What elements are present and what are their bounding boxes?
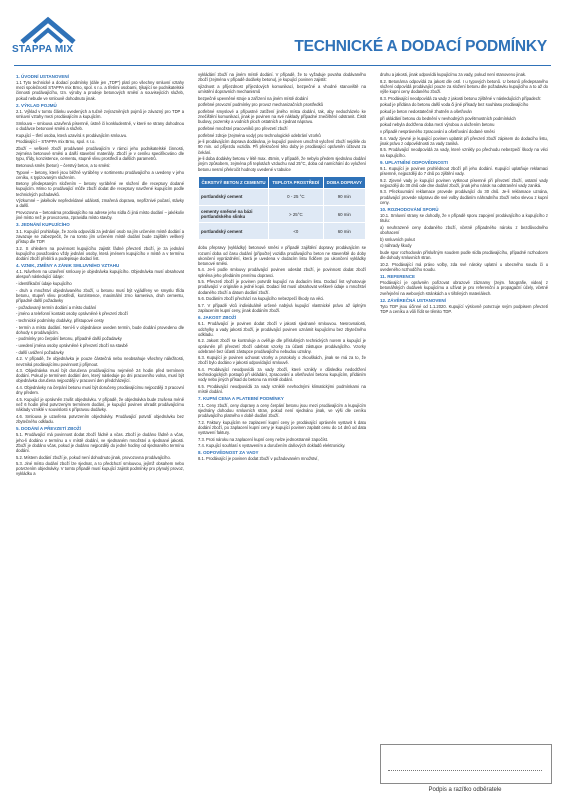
paragraph: 9.3. Přezkoumání reklamace provede prodávající do 30 dnů. Je-li reklamace uznána, prodávající provede nápravu dle své volby dodáním náhradního zboží nebo slevou z kupní ceny. (380, 189, 548, 205)
text-column-2 (198, 72, 366, 463)
section-heading: 2. VÝKLAD POJMŮ (16, 102, 57, 108)
paragraph: Smlouva – smlouva uzavřená písemně, ústně či konkludentně, v které se strany dohodnou o dodávce betonové směsi a služeb. (16, 120, 184, 131)
section-heading: 1. ÚVODNÍ USTANOVENÍ (16, 74, 69, 79)
table-cell: portlandský cement (199, 188, 269, 205)
paragraph: 8.3. Prodávající neodpovídá za vady z jakosti betonu zjištěné v následujících případech: (380, 95, 542, 101)
header-divider (14, 65, 551, 66)
paragraph: Prodávající – STAPPA mix Brno, spol. s r.o. (16, 139, 96, 145)
paragraph: 5.3. Jiné místo dodání zboží lze sjednat, a to předchozí smlouvou, jejímž obsahem nebo potvrzením objednávky. V tomto případě musí kupující zajistit podmínky pro plynulý provoz, vykládku a (16, 461, 184, 477)
paragraph: je-li doba dodávky betonu v létě max. 45min, v případě, že nebylo předem sjednáno dodání jiným způsobem, zejména při teplotách vzduchu nad 25°C, doba od namíchání do vyložení betonu nesmí překročit hodnoty uvedené v tabulce (198, 156, 366, 172)
page-header (0, 0, 565, 72)
paragraph: 9.1. Kupující je povinen prohlédnout zboží při jeho dodání. Kupující uplatňuje reklamaci písemně, nejpozději do 7 dnů po zjištění vady. (380, 165, 548, 176)
table-row (199, 205, 366, 222)
table-cell: 90 min (323, 188, 365, 205)
paragraph: 7.2. Faktury kupujícím se zaplacení kupní ceny je prodávající oprávněn vystavit k datu dodání zboží, po zaplacení kupní ceny je kupující povinen zaplatit cenu do 14 dnů od data vystavení faktury. (198, 419, 366, 435)
table-cell: > 25°C (269, 205, 323, 222)
paragraph: 7.3. Proti nároku na zaplacení kupní ceny nelze jednostranně započíst. (198, 436, 329, 442)
paragraph: Výzkumné – jakékoliv nepředvídané události, zmařená doprava, nepříznivé počasí, stávky a další. (16, 198, 184, 209)
text-column-1 (16, 72, 184, 478)
table-cell: <0 (269, 223, 323, 240)
section-heading: 12. ZÁVĚREČNÁ USTANOVENÍ (380, 297, 446, 303)
paragraph: vykládání zboží na jiném místě dodání. V případě, že to vyžaduje povaha dodávaného zboží (zejména v případě dodávky betonu), je kupující povinen zajistit: (198, 72, 366, 83)
paragraph: 5.2. Místem dodání zboží je, pokud není dohodnuto jinak, provozovna prodávajícího. (16, 454, 171, 460)
paragraph: pokud je přidána do betonu další voda či jiné přísady bez souhlasu prodávajícího (380, 102, 529, 108)
paragraph: 8.4. Vady zjevné je kupující povinen uplatnit při převzetí zboží zápisem do dodacího listu, jinak právo z odpovědnosti za vady zaniká. (380, 135, 548, 146)
section-heading: 7. KUPNÍ CENA A PLATEBNÍ PODMÍNKY (198, 396, 284, 402)
table-row (199, 188, 366, 205)
table-cell: 0 - 25 °C (269, 188, 323, 205)
paragraph: 8.5. Prodávající neodpovídá za vady, které vznikly po přechodu nebezpečí škody na věci na kupujícího. (380, 147, 548, 158)
paragraph: druhu a jakosti, jinak odpovídá kupujícímu za vady, pokud není stanoveno jinak. (380, 72, 527, 77)
paragraph: - druh a množství objednávaného zboží, u betonu musí být vyjádřeny ve smyslu třída betonu, stupeň vlivu prostředí, konzistence, maximální zrno kameniva, druh cementu, případně další požadavky (16, 287, 184, 303)
paragraph: 5.6. Dodáním zboží přechází na kupujícího nebezpečí škody na věci. (198, 296, 325, 302)
paragraph: - identifikační údaje kupujícího (16, 280, 72, 286)
paragraph: - termín a místo dodání. Není-li v objednávce uveden termín, bude dodání provedeno dle dohody s prodávajícím. (16, 324, 184, 335)
paragraph: Betony předepsaným složením – betony vyráběné ve složení dle receptury dodané kupujícím. Mimo to prodávající může zboží dodat dle receptury navržené kupujícím podle technických požadavků. (16, 181, 184, 197)
paragraph: Typové – betony, které jsou běžně vyráběny v sortimentu prodávajícího a uvedeny v jeho ceníku, s typizovaným složením. (16, 169, 184, 180)
paragraph: Prodávající je oprávněn pořizovat obrazové záznamy (zejm. fotografie, videa) z betonářských dodávek kupujícímu a užívat je pro referenční a propagační účely, včetně zveřejnění na webových stránkách a v tištěných materiálech. (380, 280, 548, 296)
paragraph: 10.2. Prodávající má právo volby, zda své nároky uplatní u obecného soudu či u uvedeného rozhodčího soudu. (380, 261, 548, 272)
signature-label: Podpis a razítko odběratele (428, 787, 502, 793)
paragraph: Betonová směs (beton) – čerstvý beton, a to směsi: (16, 162, 111, 168)
paragraph: pokud je beton nedostatečně zhutněn a ošetřován (380, 108, 472, 114)
paragraph: sjízdnost a příjezdnost příjezdových komunikací, bezpečné a vhodné stanoviště na umístění dopravních mechanismů (198, 83, 366, 94)
paragraph: 6.1. Prodávající je povinen dodat zboží v jakosti sjednané smlouvou. Nesrovnalosti, odchylky a vady jakosti zboží, je prodávající povinen oznámit kupujícímu bez zbytečného odkladu. (198, 321, 366, 337)
table-row (199, 223, 366, 240)
paragraph: 8.1. Prodávající je povinen dodat zboží v požadovaném množství, (198, 456, 319, 462)
paragraph: 6.2. Jakost zboží se kontroluje a ověřuje dle příslušných technických norem a kupující je oprávněn při převzetí zboží odebrat vzorky za účasti zástupce prodávajícího. Vzorky odebrané bez účasti zástupce prodávajícího nebudou uznány. (198, 338, 366, 354)
paragraph: - uvedení jména osoby oprávněné k převzetí zboží na stavbě (16, 343, 128, 349)
paragraph: potřebné provozní podmínky pro provoz mechanizačních prostředků (198, 102, 323, 108)
table-header-cell: TEPLOTA PROSTŘEDÍ (269, 176, 323, 188)
paragraph: při ukládání betonu do bednění v nevhodných povětrnostních podmínkách (380, 115, 516, 121)
paragraph: c) náhrady škody (380, 243, 412, 249)
section-heading: 4. VZNIK, ZMĚNY A ZÁNIK SMLUVNÍHO VZTAHU (16, 263, 120, 268)
table-cell: cementy směsné na bázi portlandského slinku (199, 205, 269, 222)
paragraph: 5.1. Prodávající má povinnost dodat zboží řádně a včas. Zboží je dodáno řádně a včas, jeho-li dodáno v termínu a v místě dodání, ve sjednaném množství a sjednané jakosti. Zboží je dodáno včas, pokud je dodáno nejpozději do jedné hodiny od sjednaného termínu dodání. (16, 432, 184, 453)
paragraph: bude spor rozhodován příslušným soudem podle sídla prodávajícího, případně rozhodcem dle dohody smluvních stran. (380, 250, 548, 261)
column-2-top-text (198, 72, 366, 172)
section-heading: 3. JEDNÁNÍ KUPUJÍCÍHO (16, 222, 70, 228)
paragraph: potřebné smyslové a přípustné zatížení jiného místa dodání, tak, aby nedocházelo ke znečištění komunikací, jinak je povinen na své náklady případné znečištění odstranit. Čistit budovy, pozemky a vodních ploch ostatních a zjednat nápravu. (198, 108, 366, 125)
paragraph: 6.5. Prodávající neodpovídá za vady vzniklé nevhodnými klimatickými podmínkami na místě dodání. (198, 384, 366, 395)
paragraph: 7.1. Ceny zboží, ceny dopravy a ceny čerpání betonu jsou mezi prodávajícím a kupujícím sjednány dohodou smluvních stran, pokud není sjednáno jinak, ve výši dle ceníku prodávajícího platného v době dodání zboží. (198, 402, 366, 418)
section-heading: 6. JAKOST ZBOŽÍ (198, 315, 237, 321)
text-column-3 (380, 72, 548, 316)
section-heading: 8. ODPOVĚDNOST ZA VADY (198, 450, 259, 456)
paragraph: 4.5. Kupující je oprávněn zrušit objednávku. V případě, že objednávka bude zrušena méně než 6 hodin před potvrzeným termínem dodání, je kupující povinen uhradit prodávajícímu náklady vzniklé v souvislosti s přípravou dodávky. (16, 396, 184, 413)
table-cell: 60 min (323, 223, 365, 240)
table-header-cell: ČERSTVÝ BETON Z CEMENTU (199, 176, 269, 188)
paragraph: v případě nesprávného zpracování a ošetřování dodané směsi (380, 128, 495, 134)
paragraph: dobu přepravy (vykládky) betonové směsi v případě zajištění dopravy prodávajícím se rozumí doba od času dodání (připočte) vozidla prodávajícího beton ne stavenště do doby ukončení vyprázdnění, která je uvedena v dodacím listu řidičem po ukončení vykládky betonové směsi. (198, 245, 366, 266)
paragraph: 8.2. Betonárna odpovídá za jakost dle ostl. I u typových betonů. U betonů předepsaného složení odpovídá prodávající pouze za složení betonu dle požadavku kupujícího a to až do výše kupní ceny dodaného zboží. (380, 78, 548, 94)
paragraph: a) neuhrazené ceny dodaného zboží, včetně případného nároku z bezdůvodného obohacení (380, 224, 548, 236)
table-cell: portlandský cement (199, 223, 269, 240)
paragraph: 4.2. V případě, že objednávka je pouze částečná nebo neobsahuje všechny náležitosti, nevzniká prodávajícímu povinnost ji přijmout. (16, 356, 184, 367)
paragraph: 9.2. Zjevné vady je kupující povinen vytknout písemně při převzetí zboží, ostatní vady nejpozději do 30 dnů ode dne dodání zboží, jinak jeho nárok na odstranění vady zaniká. (380, 177, 548, 188)
section-heading: 9. UPLATNĚNÍ ODPOVĚDNOSTI (380, 159, 448, 165)
transport-time-table (198, 176, 366, 241)
paragraph: 5.7. V případě vlců individuálně určené nabývá kupující vlastnické právo až úplným zaplacením kupní ceny, jinak dodáním zboží. (198, 302, 366, 314)
paragraph: - jméno a telefonní kontakt osoby oprávněné k převzetí zboží (16, 311, 128, 317)
paragraph: 3.1. Kupující prohlašuje, že zcela odpovídá za jednání osob na jím určeném místě dodání a zavazuje se zabezpečit, že na tomto jím určeném místě dodání bude zajištěn veškerý přístup dle TDP. (16, 228, 184, 244)
paragraph: 4.6. Smlouva je uzavřena potvrzením objednávky. Prodávající potvrdí objednávku bez zbytečného odkladu. (16, 413, 184, 425)
page-title: TECHNICKÉ A DODACÍ PODMÍNKY (294, 38, 547, 55)
paragraph: 5.4. Je-li podle smlouvy prodávající povinen odeslat zboží, je povinnost dodat zboží splněna jeho předáním prvnímu dopravci. (198, 267, 366, 278)
paragraph: 5.5. Převzetí zboží je povinen potvrdit kupující na dodacím listu. Dodací list vyhotovuje prodávající v originále a jedné kopii. Dodací list musí obsahovat veškeré údaje o množství dodaného zboží a datum dodání zboží. (198, 279, 366, 295)
table-cell: 60 min (323, 205, 365, 222)
paragraph: pokud nebyla dodržena doba mezi výrobou a uložením betonu (380, 122, 495, 128)
column-2-bottom-text (198, 245, 366, 461)
signature-box[interactable] (380, 744, 552, 784)
paragraph: 1.1 Tyto technické a dodací podmínky (dále jen „TDP“) platí pro všechny smluvní vztahy mezi společností STAPPA mix Brno, spol. s r.o. a třetími osobami, týkající se podnikatelské činnosti prodávajícího, tzn. výroby a prodeje betonových směsí a souvisejících služeb, pokud nebude ve smlouvě dohodnuto jinak. (16, 80, 184, 101)
paragraph: - další uvážení požadavky (16, 349, 64, 355)
paragraph: 7.4. Kupující souhlasí s vystavením a doručením daňových dokladů elektronicky. (198, 443, 346, 449)
paragraph: 4.3. Objednávka musí být doručena prodávajícímu nejméně 24 hodin před termínem dodání. Pokud je termínem dodání den, který následuje po dni pracovního volna, musí být objednávka doručena nejpozději v pracovní den předcházející. (16, 368, 184, 384)
paragraph: 10.1. Smluvní strany se dohodly, že v případě sporu zapojení prodávajícího a kupujícího z titulu: (380, 213, 548, 224)
paragraph: 6.4. Prodávající neodpovídá za vady zboží, které vznikly v důsledku nedodržení technologických postupů při ukládání, zpracování a ošetřování betonu kupujícím, přidáním vody nebo jiných přísad do betonu na místě dodání. (198, 367, 366, 383)
paragraph: potřebné zdroje (zejména vody) pro technologické odebrání vzorků (198, 132, 321, 138)
paragraph: Zboží – veškeré zboží prodávané prodávajícím v rámci jeho podnikatelské činnosti, zejména betonové směsi a další stavební materiály. Zboží je v ceníku specifikováno dle typu, třídy, konzistence, cementu, stupně vlivu prostředí a dalších parametrů. (16, 145, 184, 162)
section-heading: 10. ROZHODOVÁNÍ SPORŮ (380, 206, 439, 212)
paragraph: potřebné množství pracovníků pro převzetí zboží (198, 125, 288, 131)
paragraph: bezpečně upevněné stroje a zařízení na jiném místě dodání (198, 95, 308, 101)
paragraph: 3.2. S ohledem na povinnost kupujícího zajistit řádné převzetí zboží, je za jednání kupujícího považováno vždy jednání osoby, která jménem kupujícího v místě a v termínu dodání zboží přebírá a podepisuje dodací list. (16, 245, 184, 261)
paragraph: b) smluvních pokut (380, 236, 415, 242)
paragraph: 2.1. Výklad v tomto článku uvedených a tučně zvýrazněných pojmů je závazný pro TDP a smluvní vztahy mezi prodávajícím a kupujícím. (16, 108, 184, 120)
logo-text: STAPPA MIX (12, 44, 74, 55)
paragraph: 6.3. Kupující je povinen uchovat vzorky a protokoly o zkouškách, jinak se má za to, že zboží bylo dodáno v jakosti odpovídající smlouvě. (198, 355, 366, 366)
paragraph: Tyto TDP jsou účinné od 1.1.2020. Kupující výslovně potvrzuje svým podpisem převzetí TDP a ceníku a vůli řídit se těmito TDP. (380, 303, 548, 315)
paragraph: - požadovaný termín dodání a místo dodání (16, 304, 97, 310)
signature-line (388, 770, 542, 771)
paragraph: - technické podmínky dodávky, přístupové cesty (16, 317, 104, 323)
table-header-cell: DOBA DOPRAVY (323, 176, 365, 188)
logo-mark-icon (12, 12, 82, 46)
table-header-row (199, 176, 366, 188)
section-heading: 5. DODÁNÍ A PŘEVZETÍ ZBOŽÍ (16, 426, 81, 432)
section-heading: 11. REFERENCE (380, 274, 416, 280)
paragraph: 4.4. Objednávky na čerpání betonu musí být doručeny prodávajícímu nejpozději 3 pracovní dny předem. (16, 385, 184, 396)
paragraph: Kupující – třetí osoba, která uzavírá s prodávajícím smlouvu. (16, 132, 128, 138)
paragraph: - podmínky pro čerpání betonu, případně další požadavky (16, 336, 122, 342)
paragraph: Provozovna – betonárna prodávajícího na adrese jeho sídla či jiná místo dodání – jakékoliv jiné místo než je provozovna, zpravidla místo stavby. (16, 210, 184, 221)
paragraph: 4.1. Návrhem na uzavření smlouvy je objednávka kupujícího. Objednávka musí obsahovat alespoň následující údaje: (16, 269, 184, 280)
paragraph: je-li prodávajícím doprava dodávána, je kupující povinen umožnit vyložení zboží nejdéle do 90 min. od příjezdu vozidla. Při překročení této doby je prodávající oprávněn účtovat za čekání. (198, 139, 366, 155)
